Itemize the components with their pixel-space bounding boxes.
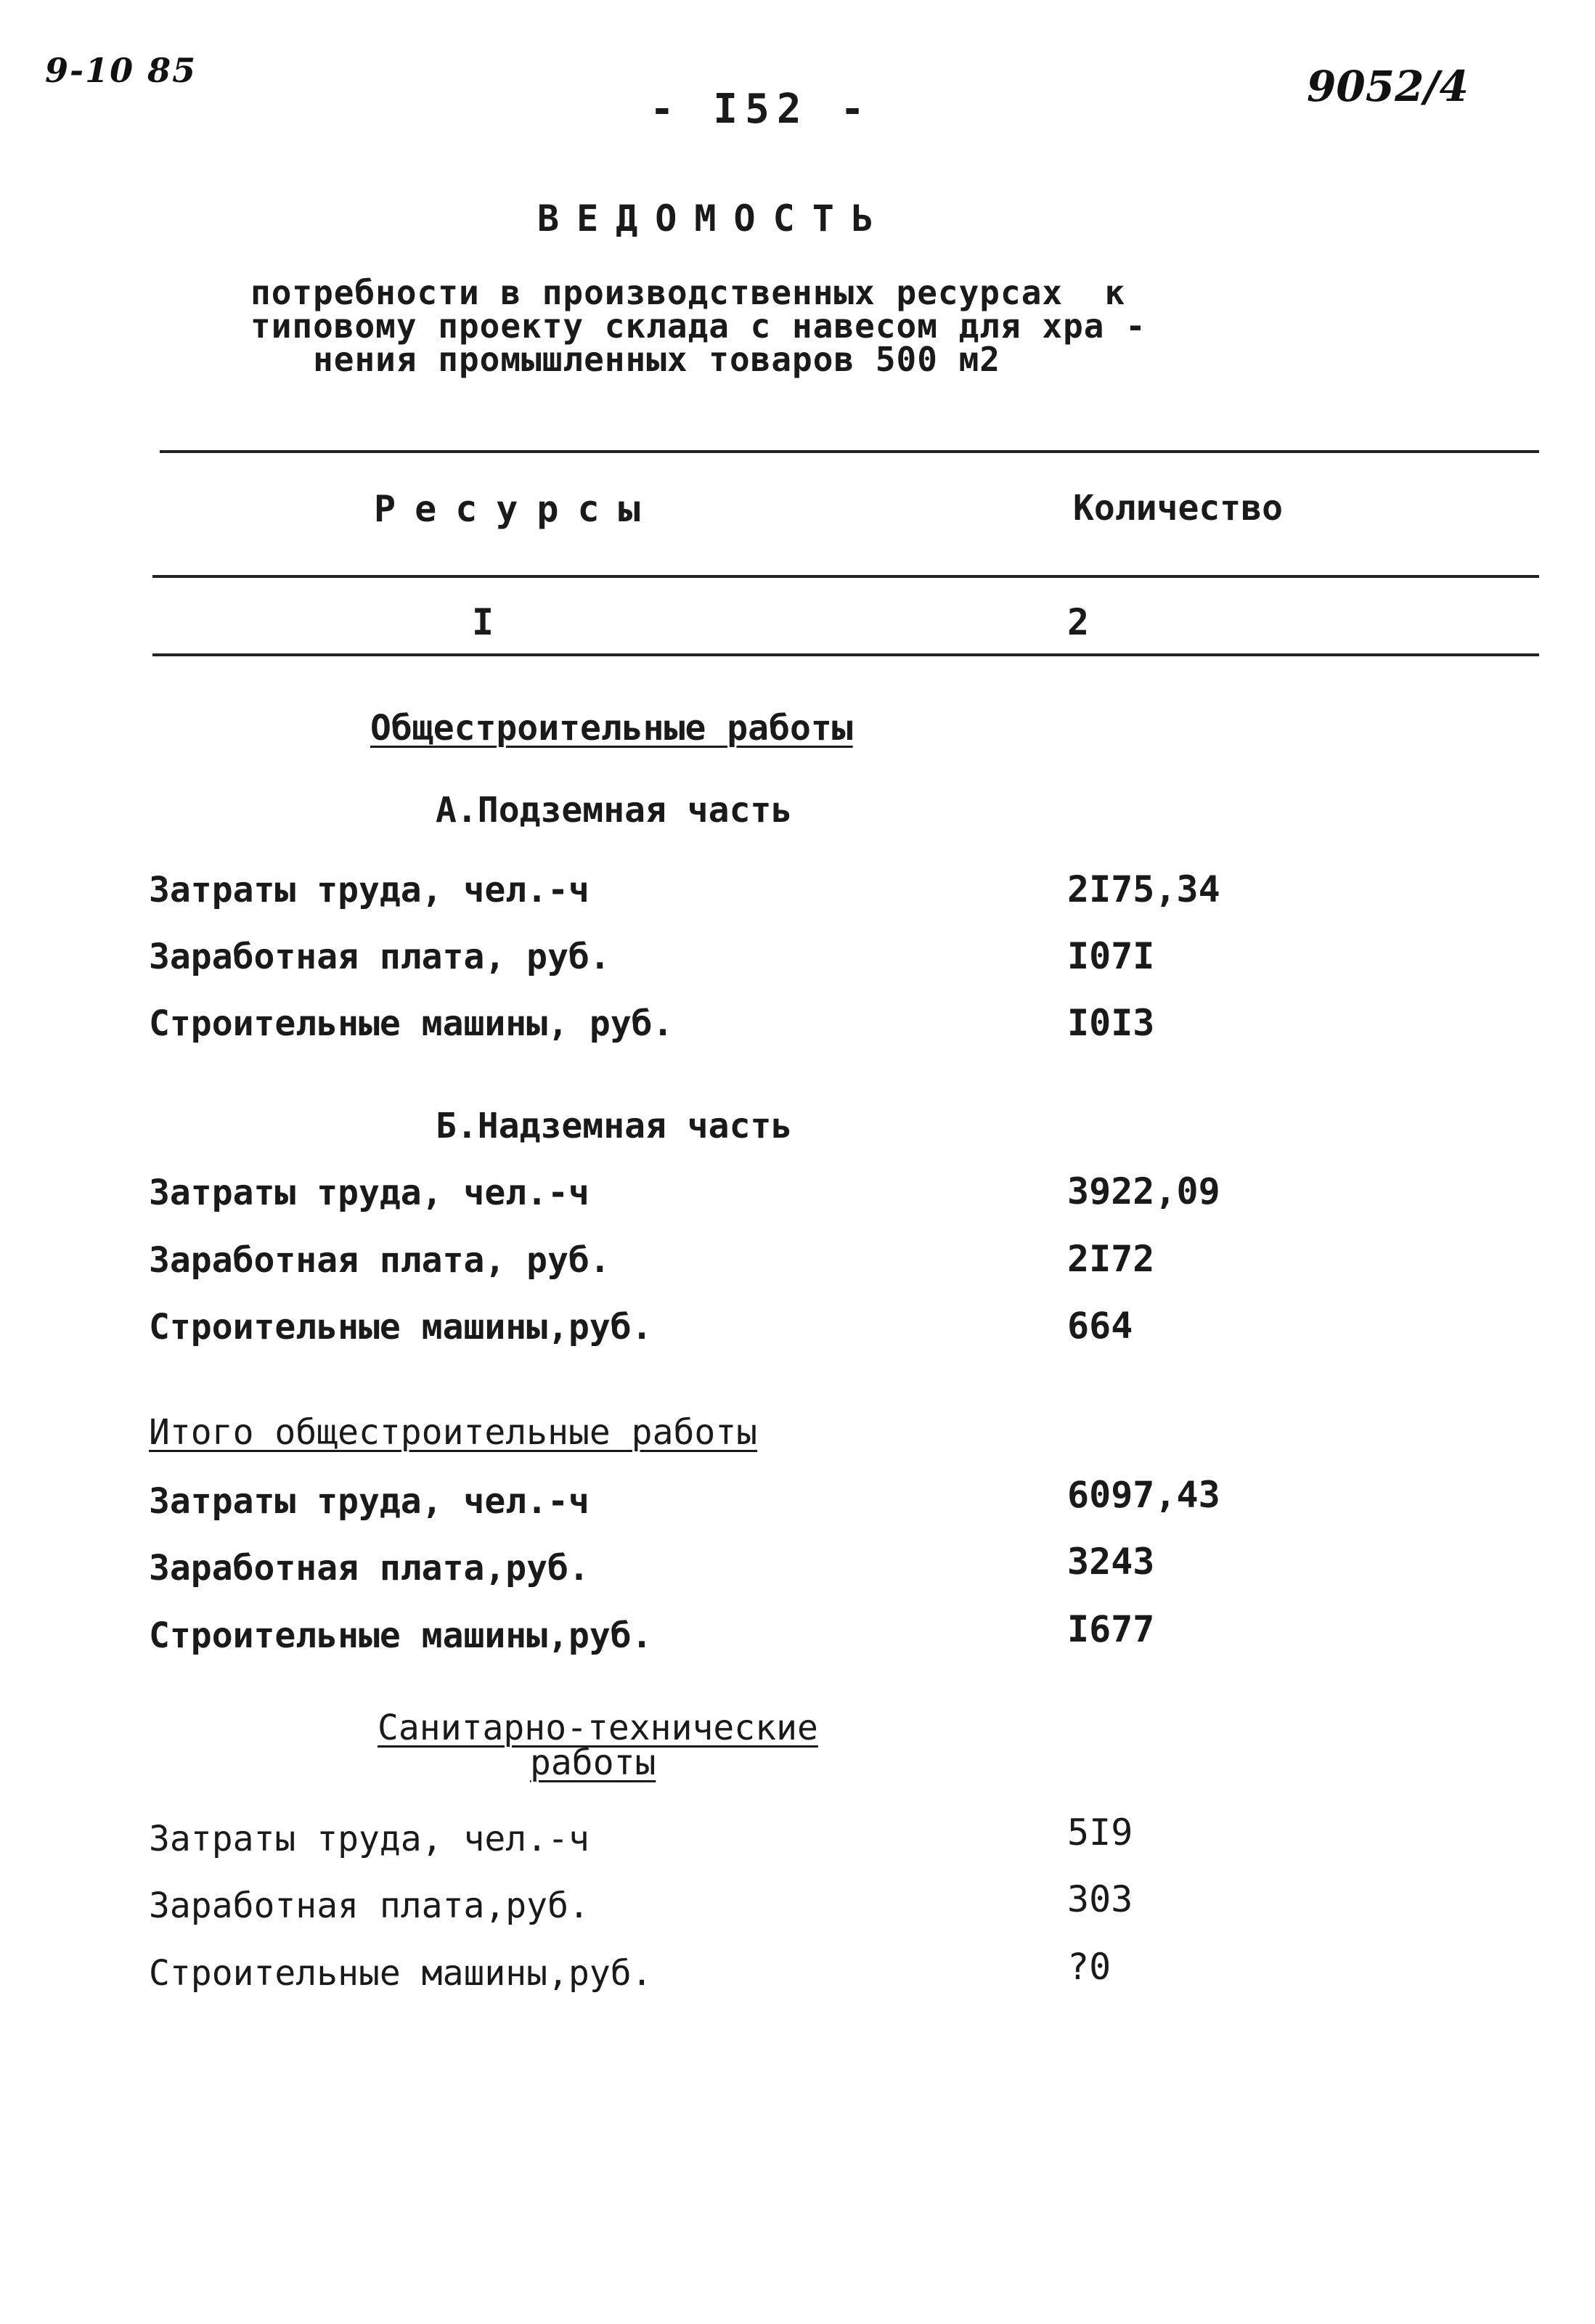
column-number-1: I [472,601,494,643]
row-value: I07I [1067,935,1155,977]
section-title-sanitary-cont: работы [530,1742,656,1783]
section-title-total-general: Итого общестроительные работы [149,1412,758,1453]
section-title-sanitary: Санитарно-технические [378,1708,818,1748]
row-label: Затраты труда, чел.-ч [149,1819,590,1859]
subtitle-line: нения промышленных товаров 500 м2 [250,340,1000,379]
row-label: Строительные машины,руб. [149,1953,653,1994]
row-value: 2I75,34 [1067,868,1220,910]
document-subtitle [250,273,1194,379]
row-label: Затраты труда, чел.-ч [149,870,590,910]
section-title-general: Общестроительные работы [370,708,853,749]
row-value: 303 [1067,1878,1133,1920]
row-value: 664 [1067,1305,1133,1347]
row-value: 6097,43 [1067,1474,1220,1516]
column-header-resources: Ресурсы [374,488,659,530]
row-value: 3243 [1067,1541,1155,1583]
row-label: Заработная плата,руб. [149,1548,590,1589]
row-label: Заработная плата, руб. [149,1240,611,1281]
table-header-rule [152,575,1539,578]
subsection-title-aboveground: Б.Надземная часть [436,1106,793,1146]
row-label: Затраты труда, чел.-ч [149,1481,590,1522]
row-value: ?0 [1067,1946,1111,1988]
page-number: - I52 - [650,86,873,133]
subsection-title-underground: А.Подземная часть [436,790,793,831]
row-value: 3922,09 [1067,1170,1220,1212]
handwritten-date-note: 9-10 85 [45,51,197,90]
subtitle-line: потребности в производственных ресурсах к [250,273,1126,312]
table-top-rule [160,450,1539,453]
column-number-2: 2 [1067,601,1090,643]
row-label: Строительные машины, руб. [149,1003,674,1044]
document-title: ВЕДОМОСТЬ [537,197,891,240]
row-value: I0I3 [1067,1002,1155,1044]
row-value: 5I9 [1067,1811,1133,1854]
row-value: I677 [1067,1608,1155,1650]
table-numbers-rule [152,653,1539,656]
column-header-quantity: Количество [1073,488,1283,529]
handwritten-code-note: 9052/4 [1307,62,1469,111]
row-value: 2I72 [1067,1238,1155,1280]
row-label: Строительные машины,руб. [149,1307,653,1347]
row-label: Заработная плата,руб. [149,1885,590,1926]
row-label: Заработная плата, руб. [149,937,611,977]
row-label: Затраты труда, чел.-ч [149,1173,590,1213]
subtitle-line: типовому проекту склада с навесом для хра - [250,306,1146,346]
row-label: Строительные машины,руб. [149,1615,653,1656]
